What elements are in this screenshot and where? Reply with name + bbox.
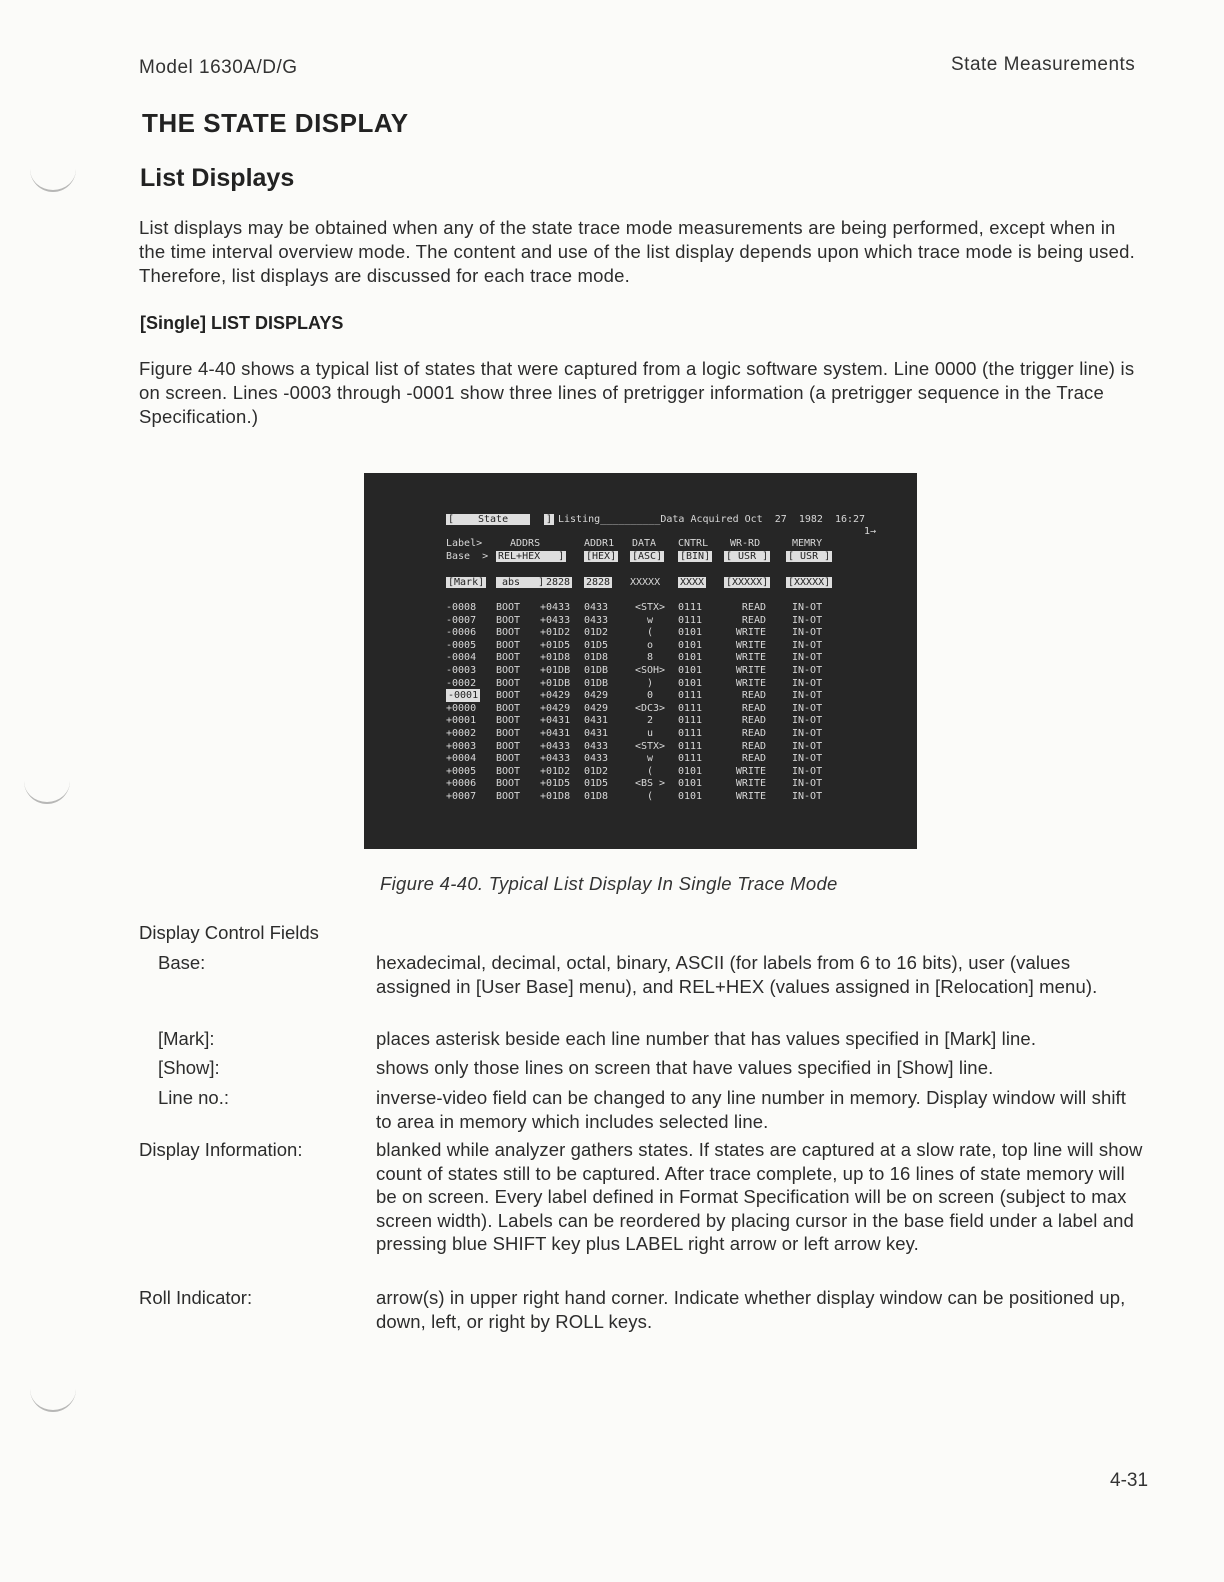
- state-cell-wr-rd: READ: [741, 614, 766, 626]
- def-mark: places asterisk beside each line number that has values specified in [Mark] line.: [376, 1028, 1037, 1049]
- state-cell-wr-rd: READ: [741, 740, 766, 752]
- state-cell-wr-rd: WRITE: [735, 778, 766, 790]
- state-row: [364, 601, 917, 614]
- term-line-no: Line no.:: [158, 1087, 229, 1108]
- state-cell-addr1: 0433: [584, 614, 609, 626]
- state-cell-data: w: [646, 753, 654, 765]
- base-field-data: [ASC]: [632, 551, 663, 562]
- state-cell-wr-rd: WRITE: [735, 791, 766, 802]
- def-display-information: blanked while analyzer gathers states. If states are captured at a slow rate, top line will show count of states still to be captured. After trace complete, up to 16 lines of state memory will be on screen. Every label defined in Format Specification will be on screen (subject to max screen width). Labels can be reordered by placing cursor in the base field under a label and pressing blue SHIFT key plus LABEL right arrow or left arrow key.: [376, 1139, 1143, 1255]
- state-cell-line-no: +0006: [446, 778, 477, 790]
- state-cell-line-no: +0004: [446, 753, 477, 765]
- state-cell-addrs-rel: +0433: [540, 614, 571, 626]
- state-cell-addr1: 01DB: [584, 665, 609, 676]
- state-cell-memry: IN-OT: [792, 753, 823, 765]
- state-cell-addr1: 01D2: [584, 627, 609, 639]
- single-list-paragraph: Figure 4-40 shows a typical list of states that were captured from a logic software system. Line 0000 (the trigger line) is on screen. Lines -0003 through -0001 show three lines of pretrigger information (a pretrigger sequence in the Trace Specification.): [139, 358, 1135, 427]
- state-row: [364, 752, 917, 765]
- binder-hole-mark: [30, 1388, 76, 1412]
- state-cell-data: 0: [646, 690, 654, 702]
- state-mode-field: State: [456, 514, 530, 525]
- state-cell-addr1: 01DB: [584, 677, 609, 689]
- state-cell-wr-rd: READ: [741, 602, 766, 613]
- state-cell-addrs: BOOT: [496, 753, 521, 765]
- state-cell-cntrl: 0111: [678, 702, 703, 714]
- def-line-no: inverse-video field can be changed to any line number in memory. Display window will shift to area in memory which includes selected line.: [376, 1087, 1127, 1132]
- state-cell-memry: IN-OT: [792, 715, 823, 727]
- state-cell-line-no: -0002: [446, 677, 477, 689]
- fields-heading: Display Control Fields: [139, 922, 319, 943]
- state-cell-cntrl: 0101: [678, 765, 703, 777]
- label-addrs: ADDRS: [510, 538, 541, 549]
- label-row-title: Label>: [446, 538, 483, 549]
- state-cell-data: u: [646, 728, 654, 739]
- state-cell-addrs: BOOT: [496, 652, 521, 664]
- mark-row: [364, 576, 917, 589]
- state-cell-data: w: [646, 614, 654, 626]
- base-field-addr1: [HEX]: [586, 551, 617, 562]
- state-cell-data: <DC3>: [634, 702, 666, 714]
- state-cell-data: <STX>: [634, 740, 666, 752]
- state-cell-cntrl: 0111: [678, 690, 703, 702]
- state-row: [364, 714, 917, 727]
- state-cell-line-no: +0000: [446, 702, 477, 714]
- state-row: [364, 727, 917, 740]
- state-cell-addrs-rel: +01D2: [540, 627, 571, 639]
- state-cell-cntrl: 0111: [678, 728, 703, 739]
- mark-cntrl: XXXX: [680, 577, 705, 588]
- state-cell-wr-rd: WRITE: [735, 639, 766, 651]
- state-cell-line-no: +0007: [446, 791, 477, 802]
- state-row: [364, 702, 917, 715]
- subsection-title: List Displays: [140, 164, 295, 192]
- state-cell-line-no: -0004: [446, 652, 477, 664]
- state-cell-addrs-rel: +0433: [540, 753, 571, 765]
- state-cell-addrs: BOOT: [496, 728, 521, 739]
- state-cell-memry: IN-OT: [792, 639, 823, 651]
- state-cell-addr1: 01D8: [584, 791, 609, 802]
- state-cell-data: 2: [646, 715, 654, 727]
- state-cell-memry: IN-OT: [792, 677, 823, 689]
- base-field-memry: [ USR ]: [788, 551, 831, 562]
- term-roll-indicator: Roll Indicator:: [139, 1287, 253, 1308]
- state-field-open-bracket: [: [448, 514, 455, 525]
- state-cell-memry: IN-OT: [792, 652, 823, 664]
- state-cell-addrs: BOOT: [496, 614, 521, 626]
- state-cell-wr-rd: READ: [741, 690, 766, 702]
- state-cell-memry: IN-OT: [792, 702, 823, 714]
- state-cell-cntrl: 0111: [678, 602, 703, 613]
- state-cell-memry: IN-OT: [792, 690, 823, 702]
- mark-field: [Mark]: [448, 577, 485, 588]
- state-cell-data: (: [646, 791, 654, 802]
- state-cell-addrs: BOOT: [496, 740, 521, 752]
- state-row: [364, 765, 917, 778]
- state-cell-addr1: 0433: [584, 740, 609, 752]
- state-cell-addrs-rel: +0429: [540, 702, 571, 714]
- state-cell-memry: IN-OT: [792, 778, 823, 790]
- state-cell-memry: IN-OT: [792, 627, 823, 639]
- section-title: THE STATE DISPLAY: [142, 108, 409, 138]
- state-cell-memry: IN-OT: [792, 791, 823, 802]
- state-cell-data: 8: [646, 652, 654, 664]
- state-cell-line-no: -0001: [448, 690, 479, 702]
- state-cell-addrs: BOOT: [496, 715, 521, 727]
- state-cell-addrs: BOOT: [496, 702, 521, 714]
- state-cell-addrs: BOOT: [496, 639, 521, 651]
- state-cell-addrs-rel: +0433: [540, 602, 571, 613]
- mark-value-2: 2828: [586, 577, 611, 588]
- state-cell-data: <STX>: [634, 602, 666, 613]
- binder-hole-mark: [30, 168, 76, 192]
- state-cell-line-no: -0003: [446, 665, 477, 676]
- def-show: shows only those lines on screen that have values specified in [Show] line.: [376, 1057, 994, 1078]
- figure-caption: Figure 4-40. Typical List Display In Single Trace Mode: [380, 873, 838, 894]
- state-cell-cntrl: 0101: [678, 677, 703, 689]
- state-cell-cntrl: 0101: [678, 639, 703, 651]
- state-cell-addrs-rel: +0433: [540, 740, 571, 752]
- state-cell-cntrl: 0111: [678, 614, 703, 626]
- state-cell-addrs-rel: +0429: [540, 690, 571, 702]
- state-field-close-bracket: ]: [546, 514, 553, 525]
- state-cell-cntrl: 0101: [678, 778, 703, 790]
- state-row: [364, 740, 917, 753]
- state-cell-wr-rd: WRITE: [735, 677, 766, 689]
- state-cell-cntrl: 0101: [678, 665, 703, 676]
- state-cell-cntrl: 0101: [678, 652, 703, 664]
- state-cell-cntrl: 0111: [678, 715, 703, 727]
- header-section: State Measurements: [951, 54, 1136, 75]
- state-cell-line-no: -0007: [446, 614, 477, 626]
- state-cell-line-no: +0005: [446, 765, 477, 777]
- base-field-cntrl: [BIN]: [680, 551, 711, 562]
- state-cell-addrs: BOOT: [496, 665, 521, 676]
- state-cell-addrs-rel: +01D5: [540, 639, 571, 651]
- state-cell-wr-rd: WRITE: [735, 627, 766, 639]
- state-cell-cntrl: 0101: [678, 791, 703, 802]
- state-cell-data: <SOH>: [634, 665, 666, 676]
- term-base: Base:: [158, 952, 206, 973]
- state-cell-addrs-rel: +01DB: [540, 677, 571, 689]
- mark-value-1: 2828: [546, 577, 571, 588]
- state-cell-data: o: [646, 639, 654, 651]
- def-base: hexadecimal, decimal, octal, binary, ASCII (for labels from 6 to 16 bits), user (values assigned in [User Base] menu), and REL+HEX (values assigned in [Relocation] menu).: [376, 952, 1098, 997]
- state-cell-addr1: 0431: [584, 728, 609, 739]
- state-row: [364, 689, 917, 702]
- list-display-screenshot: [364, 473, 917, 849]
- state-cell-memry: IN-OT: [792, 602, 823, 613]
- base-field-wr-rd: [ USR ]: [726, 551, 769, 562]
- state-cell-addr1: 01D5: [584, 778, 609, 790]
- label-row: [364, 537, 917, 550]
- screen-title-text: Listing__________Data Acquired Oct 27 1982 16:27: [558, 514, 866, 525]
- state-cell-data: <BS >: [634, 778, 666, 790]
- state-cell-line-no: -0006: [446, 627, 477, 639]
- state-row: [364, 790, 917, 803]
- state-cell-cntrl: 0101: [678, 627, 703, 639]
- mark-wr-rd: [XXXXX]: [726, 577, 769, 588]
- state-cell-wr-rd: READ: [741, 728, 766, 739]
- state-cell-addrs: BOOT: [496, 677, 521, 689]
- state-row: [364, 639, 917, 652]
- state-row: [364, 626, 917, 639]
- state-cell-addrs-rel: +01D8: [540, 652, 571, 664]
- state-cell-addr1: 0429: [584, 690, 609, 702]
- state-cell-memry: IN-OT: [792, 765, 823, 777]
- state-row: [364, 664, 917, 677]
- state-row: [364, 614, 917, 627]
- state-cell-memry: IN-OT: [792, 728, 823, 739]
- state-cell-memry: IN-OT: [792, 614, 823, 626]
- state-cell-addrs-rel: +0431: [540, 715, 571, 727]
- label-data: DATA: [632, 538, 657, 549]
- state-cell-wr-rd: READ: [741, 753, 766, 765]
- binder-hole-mark: [24, 780, 70, 804]
- state-cell-addr1: 01D8: [584, 652, 609, 664]
- label-cntrl: CNTRL: [678, 538, 709, 549]
- state-cell-addrs-rel: +01DB: [540, 665, 571, 676]
- state-row: [364, 777, 917, 790]
- state-cell-line-no: -0005: [446, 639, 477, 651]
- base-row: [364, 550, 917, 563]
- state-cell-line-no: +0002: [446, 728, 477, 739]
- state-cell-addr1: 0431: [584, 715, 609, 727]
- mark-addrs: abs ]: [496, 577, 550, 588]
- state-cell-addrs-rel: +0431: [540, 728, 571, 739]
- label-wr-rd: WR-RD: [730, 538, 761, 549]
- state-row: [364, 651, 917, 664]
- page-number: 4-31: [1110, 1470, 1149, 1491]
- state-cell-line-no: -0008: [446, 602, 477, 613]
- term-show: [Show]:: [158, 1057, 220, 1078]
- term-display-information: Display Information:: [139, 1139, 303, 1160]
- state-cell-addrs: BOOT: [496, 778, 521, 790]
- mark-memry: [XXXXX]: [788, 577, 831, 588]
- state-cell-wr-rd: WRITE: [735, 652, 766, 664]
- state-cell-addr1: 01D2: [584, 765, 609, 777]
- state-cell-line-no: +0001: [446, 715, 477, 727]
- state-cell-cntrl: 0111: [678, 740, 703, 752]
- roll-indicator: 1→: [864, 526, 877, 537]
- state-cell-wr-rd: WRITE: [735, 765, 766, 777]
- state-row: [364, 677, 917, 690]
- base-row-title: Base >: [446, 551, 489, 562]
- state-cell-addr1: 0433: [584, 602, 609, 613]
- state-cell-data: (: [646, 627, 654, 639]
- def-roll-indicator: arrow(s) in upper right hand corner. Indicate whether display window can be positioned up, down, left, or right by ROLL keys.: [376, 1287, 1126, 1332]
- single-list-heading: [Single] LIST DISPLAYS: [140, 313, 344, 333]
- state-cell-line-no: +0003: [446, 740, 477, 752]
- state-cell-addrs-rel: +01D2: [540, 765, 571, 777]
- term-mark: [Mark]:: [158, 1028, 215, 1049]
- state-cell-addrs: BOOT: [496, 627, 521, 639]
- header-model: Model 1630A/D/G: [139, 57, 298, 78]
- intro-paragraph: List displays may be obtained when any of the state trace mode measurements are being performed, except when in the time interval overview mode. The content and use of the list display depends upon which trace mode is being used. Therefore, list displays are discussed for each trace mode.: [139, 217, 1135, 286]
- state-cell-addr1: 0429: [584, 702, 609, 714]
- base-field-addrs: REL+HEX ]: [498, 551, 565, 562]
- state-cell-addrs: BOOT: [496, 602, 521, 613]
- state-cell-data: (: [646, 765, 654, 777]
- label-memry: MEMRY: [792, 538, 823, 549]
- state-cell-memry: IN-OT: [792, 665, 823, 676]
- mark-data: XXXXX: [630, 577, 661, 588]
- label-addr1: ADDR1: [584, 538, 615, 549]
- state-cell-addr1: 01D5: [584, 639, 609, 651]
- state-cell-data: ): [646, 677, 654, 689]
- state-cell-addrs: BOOT: [496, 765, 521, 777]
- state-cell-addr1: 0433: [584, 753, 609, 765]
- state-cell-addrs: BOOT: [496, 791, 521, 802]
- state-cell-addrs: BOOT: [496, 690, 521, 702]
- state-cell-addrs-rel: +01D8: [540, 791, 571, 802]
- screen-title-row: [364, 513, 917, 537]
- state-cell-wr-rd: READ: [741, 715, 766, 727]
- state-cell-memry: IN-OT: [792, 740, 823, 752]
- state-cell-addrs-rel: +01D5: [540, 778, 571, 790]
- state-cell-wr-rd: READ: [741, 702, 766, 714]
- state-cell-cntrl: 0111: [678, 753, 703, 765]
- state-cell-wr-rd: WRITE: [735, 665, 766, 676]
